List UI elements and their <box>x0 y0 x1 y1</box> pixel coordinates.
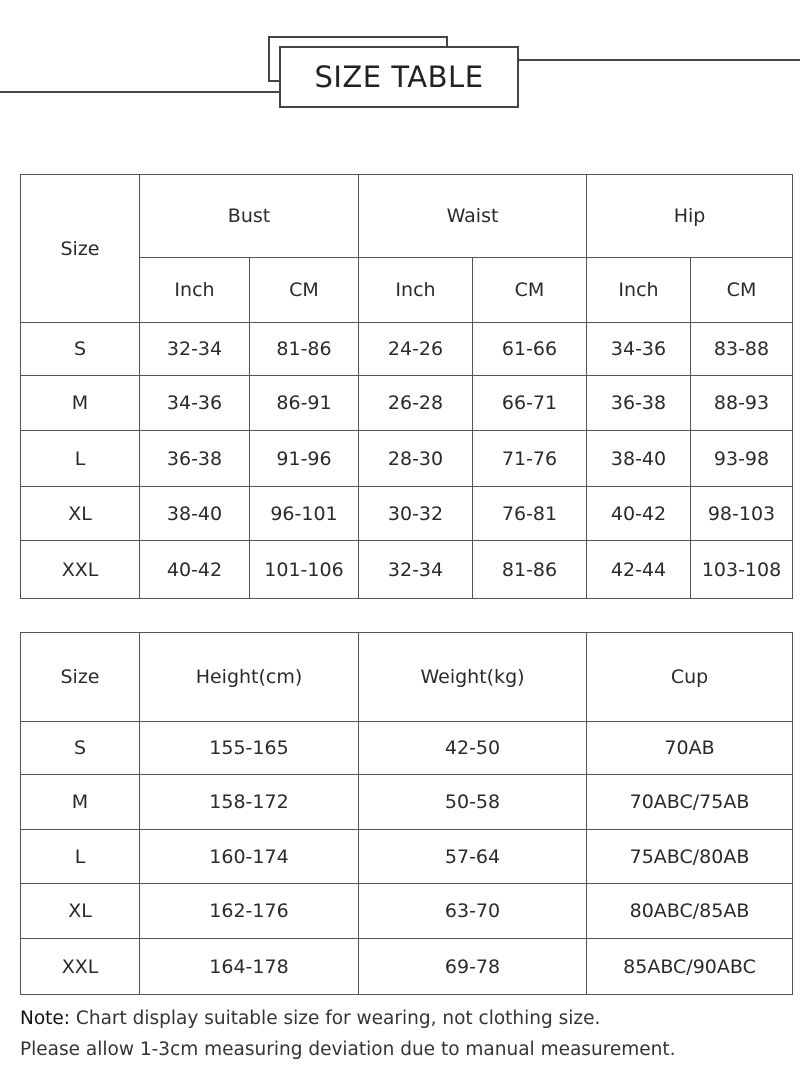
size-cell: XXL <box>21 939 140 995</box>
table-cell: 63-70 <box>359 884 587 939</box>
table-cell: 36-38 <box>140 431 250 487</box>
table-cell: 162-176 <box>140 884 359 939</box>
table-cell: 42-44 <box>587 541 691 599</box>
hip-header: Hip <box>587 175 793 258</box>
table-row <box>21 722 793 775</box>
page-title: SIZE TABLE <box>314 60 484 94</box>
size-cell: M <box>21 376 140 431</box>
table-cell: 96-101 <box>250 487 359 541</box>
table-cell: 69-78 <box>359 939 587 995</box>
size-header: Size <box>21 175 140 323</box>
table-cell: 75ABC/80AB <box>587 830 793 884</box>
table-cell: 98-103 <box>691 487 793 541</box>
size-cell: XL <box>21 884 140 939</box>
unit-header: CM <box>691 258 793 323</box>
note <box>20 1003 790 1065</box>
table-cell: 50-58 <box>359 775 587 830</box>
unit-header: Inch <box>140 258 250 323</box>
table-cell: 61-66 <box>473 323 587 376</box>
size-cell: L <box>21 830 140 884</box>
table-cell: 91-96 <box>250 431 359 487</box>
table-cell: 71-76 <box>473 431 587 487</box>
table-cell: 83-88 <box>691 323 793 376</box>
note-label: Note: <box>20 1008 71 1029</box>
note-text-1: Chart display suitable size for wearing, not clothing size. <box>75 1008 601 1029</box>
measurements-table <box>20 174 793 599</box>
unit-header: CM <box>250 258 359 323</box>
table-row <box>21 830 793 884</box>
cup-header: Cup <box>587 633 793 722</box>
table-cell: 85ABC/90ABC <box>587 939 793 995</box>
table-cell: 36-38 <box>587 376 691 431</box>
unit-header: Inch <box>359 258 473 323</box>
table-cell: 81-86 <box>473 541 587 599</box>
table-cell: 81-86 <box>250 323 359 376</box>
table-cell: 70ABC/75AB <box>587 775 793 830</box>
table-cell: 155-165 <box>140 722 359 775</box>
size-cell: M <box>21 775 140 830</box>
note-line-1 <box>20 1003 790 1034</box>
table-cell: 158-172 <box>140 775 359 830</box>
table-row <box>21 487 793 541</box>
table-row <box>21 376 793 431</box>
table-cell: 30-32 <box>359 487 473 541</box>
size-cell: S <box>21 722 140 775</box>
weight-header: Weight(kg) <box>359 633 587 722</box>
size-cell: L <box>21 431 140 487</box>
table-row <box>21 431 793 487</box>
size-cell: XXL <box>21 541 140 599</box>
table-cell: 42-50 <box>359 722 587 775</box>
size-cell: XL <box>21 487 140 541</box>
table-cell: 57-64 <box>359 830 587 884</box>
note-text-2: Please allow 1-3cm measuring deviation due to manual measurement. <box>20 1039 676 1060</box>
table-cell: 40-42 <box>587 487 691 541</box>
table-row <box>21 323 793 376</box>
table-row <box>21 939 793 995</box>
unit-header: CM <box>473 258 587 323</box>
table-row <box>21 775 793 830</box>
table-row <box>21 884 793 939</box>
table-cell: 28-30 <box>359 431 473 487</box>
size-cell: S <box>21 323 140 376</box>
table-cell: 32-34 <box>140 323 250 376</box>
table-cell: 103-108 <box>691 541 793 599</box>
bust-header: Bust <box>140 175 359 258</box>
table-cell: 164-178 <box>140 939 359 995</box>
table-cell: 76-81 <box>473 487 587 541</box>
table-cell: 24-26 <box>359 323 473 376</box>
title-rule-right <box>518 59 800 61</box>
table-cell: 70AB <box>587 722 793 775</box>
table-row <box>21 541 793 599</box>
fit-table <box>20 632 793 995</box>
table-cell: 88-93 <box>691 376 793 431</box>
table-cell: 93-98 <box>691 431 793 487</box>
table-cell: 80ABC/85AB <box>587 884 793 939</box>
table-cell: 32-34 <box>359 541 473 599</box>
table-cell: 26-28 <box>359 376 473 431</box>
height-header: Height(cm) <box>140 633 359 722</box>
table-cell: 34-36 <box>587 323 691 376</box>
table-cell: 66-71 <box>473 376 587 431</box>
size-header: Size <box>21 633 140 722</box>
table-cell: 34-36 <box>140 376 250 431</box>
table-cell: 160-174 <box>140 830 359 884</box>
table-cell: 38-40 <box>140 487 250 541</box>
table-cell: 101-106 <box>250 541 359 599</box>
table-cell: 38-40 <box>587 431 691 487</box>
title-rule-left <box>0 91 280 93</box>
waist-header: Waist <box>359 175 587 258</box>
unit-header: Inch <box>587 258 691 323</box>
table-cell: 86-91 <box>250 376 359 431</box>
table-cell: 40-42 <box>140 541 250 599</box>
